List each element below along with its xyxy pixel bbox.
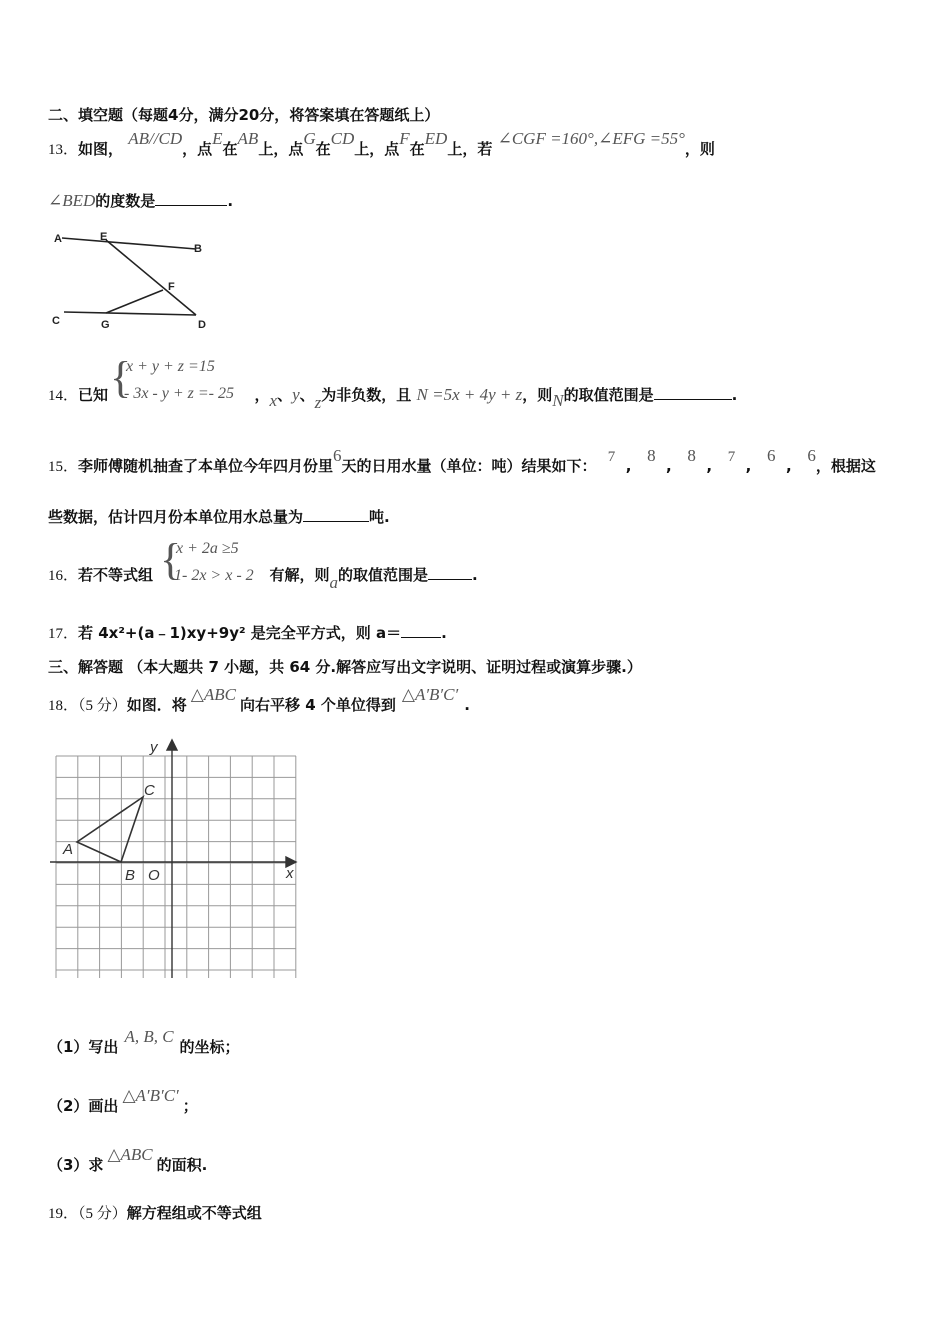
fig13-label-e: E bbox=[100, 231, 108, 243]
q14-text: ， bbox=[254, 386, 270, 404]
q13-math-bed: ∠BED bbox=[48, 191, 96, 210]
fig18-label-c: C bbox=[144, 782, 155, 799]
question-17 bbox=[48, 622, 447, 643]
fig18-label-x: x bbox=[286, 865, 294, 882]
q15-text: ，根据这 bbox=[815, 457, 876, 475]
q19-score: （5 分） bbox=[78, 1206, 127, 1222]
q14-text: ，则 bbox=[522, 386, 553, 404]
q14-text: . bbox=[731, 386, 738, 404]
q15-number: 15． bbox=[48, 459, 79, 475]
q18-p3-text: （3）求 bbox=[48, 1156, 104, 1174]
q18-part-2 bbox=[48, 1086, 198, 1116]
q16-eq2: 1- 2x > x - 2 bbox=[174, 567, 254, 584]
q17-text: 若 4x²+(a﹣1)xy+9y² 是完全平方式，则 a＝ bbox=[78, 624, 402, 642]
q13-text: 上，点 bbox=[354, 140, 400, 158]
fig13-label-b: B bbox=[194, 243, 202, 255]
fig13-label-a: A bbox=[54, 233, 62, 245]
q16-math-a: a bbox=[329, 573, 339, 592]
q13-math-e: E bbox=[212, 129, 223, 148]
q16-text: 有解，则 bbox=[269, 566, 330, 584]
q14-text: 为非负数，且 bbox=[321, 386, 412, 404]
q15-text: 李师傅随机抽查了本单位今年四月份里 bbox=[78, 457, 334, 475]
q14-eq2: - 3x - y + z =- 25 bbox=[124, 385, 235, 402]
q14-eq1: x + y + z =15 bbox=[126, 358, 215, 375]
q16-text: 的取值范围是 bbox=[338, 566, 429, 584]
q15-value: 6 bbox=[807, 446, 816, 465]
q14-text: 、 bbox=[299, 386, 315, 404]
q15-value: 8 bbox=[647, 446, 656, 465]
q18-score: （5 分） bbox=[78, 698, 127, 714]
q14-number: 14． bbox=[48, 388, 79, 404]
question-19 bbox=[48, 1202, 262, 1223]
q13-math-ed: ED bbox=[424, 129, 448, 148]
q16-text: 若不等式组 bbox=[78, 566, 154, 584]
q16-eq1: x + 2a ≥5 bbox=[176, 540, 239, 557]
section-2-title-text: 二、填空题（每题4分，满分20分，将答案填在答题纸上） bbox=[48, 106, 440, 124]
q18-text: 如图．将 bbox=[126, 696, 187, 714]
q15-text: 些数据，估计四月份本单位用水总量为 bbox=[48, 508, 304, 526]
q13-answer-blank[interactable] bbox=[155, 191, 227, 206]
q14-text: 的取值范围是 bbox=[563, 386, 654, 404]
q14-answer-blank[interactable] bbox=[654, 385, 732, 400]
q14-brace: { bbox=[110, 353, 132, 402]
q15-value: 6 bbox=[767, 446, 776, 465]
q18-part-1 bbox=[48, 1027, 240, 1057]
q17-answer-blank[interactable] bbox=[401, 623, 441, 638]
fig13-label-g: G bbox=[101, 319, 110, 331]
q18-p3-math: △ABC bbox=[107, 1145, 153, 1164]
q16-text: . bbox=[472, 566, 478, 584]
question-18 bbox=[48, 685, 470, 715]
q15-value: 8 bbox=[687, 446, 696, 465]
q18-math-abc: △ABC bbox=[190, 685, 236, 704]
fig18-label-o: O bbox=[148, 867, 160, 884]
q13-text: 如图， bbox=[78, 140, 124, 158]
triangle-abc bbox=[77, 797, 143, 862]
q14-math-n2: N bbox=[552, 391, 564, 410]
q18-p2-math: △A′B′C′ bbox=[122, 1086, 179, 1105]
q18-text: 向右平移 4 个单位得到 bbox=[239, 696, 396, 714]
figure-18-grid bbox=[48, 738, 306, 982]
q13-text: 在 bbox=[409, 140, 425, 158]
q18-p1-math: A, B, C bbox=[124, 1027, 174, 1046]
q13-text: 在 bbox=[222, 140, 238, 158]
fig18-label-a: A bbox=[63, 841, 74, 858]
fig18-label-b: B bbox=[125, 867, 136, 884]
q13-text: ，则 bbox=[684, 140, 715, 158]
question-16 bbox=[48, 564, 478, 592]
q14-math-y: y bbox=[292, 385, 300, 404]
q19-text: 解方程组或不等式组 bbox=[126, 1204, 262, 1222]
q18-p1-text: 的坐标； bbox=[179, 1038, 240, 1056]
figure-13 bbox=[48, 224, 218, 334]
q18-p2-text: ； bbox=[182, 1097, 198, 1115]
q16-number: 16． bbox=[48, 568, 79, 584]
q18-p1-text: （1）写出 bbox=[48, 1038, 119, 1056]
grid-lines bbox=[56, 756, 296, 978]
q19-number: 19． bbox=[48, 1206, 79, 1222]
q18-text: . bbox=[464, 696, 470, 714]
question-15: 15．李师傅随机抽查了本单位今年四月份里6天的日用水量（单位：吨）结果如下： 7 , 8 , 8 , 7 , 6 , 6，根据这 bbox=[48, 446, 876, 475]
question-15-line2 bbox=[48, 506, 390, 527]
q17-text: . bbox=[441, 624, 447, 642]
q13-math-f: F bbox=[399, 129, 410, 148]
q16-answer-blank[interactable] bbox=[428, 565, 472, 580]
q18-part-3 bbox=[48, 1145, 208, 1175]
q13-text: 上，若 bbox=[447, 140, 493, 158]
section-3-title-text: 三、解答题 （本大题共 7 小题，共 64 分.解答应写出文字说明、证明过程或演算步骤.） bbox=[48, 658, 642, 676]
q17-number: 17． bbox=[48, 626, 79, 642]
q13-number: 13． bbox=[48, 142, 79, 158]
q18-math-abc-prime: △A′B′C′ bbox=[401, 685, 459, 704]
q13-math-ab: AB bbox=[237, 129, 259, 148]
q13-text: 的度数是 bbox=[95, 192, 156, 210]
question-13 bbox=[48, 129, 715, 159]
fig13-label-f: F bbox=[168, 281, 175, 293]
section-3-title bbox=[48, 656, 642, 677]
q14-math-z: z bbox=[314, 393, 322, 412]
q13-math-parallel: AB//CD bbox=[128, 129, 183, 148]
q15-text: 吨. bbox=[369, 508, 390, 526]
q13-math-cd: CD bbox=[330, 129, 355, 148]
section-2-title bbox=[48, 104, 439, 125]
q15-value: 7 bbox=[607, 449, 616, 465]
q15-value: 7 bbox=[727, 449, 736, 465]
q14-math-x: x bbox=[269, 391, 278, 410]
q18-p2-text: （2）画出 bbox=[48, 1097, 119, 1115]
fig13-label-d: D bbox=[198, 319, 206, 331]
q16-brace: { bbox=[160, 535, 182, 584]
fig18-label-y: y bbox=[150, 739, 158, 756]
q14-text: 已知 bbox=[78, 386, 109, 404]
q15-answer-blank[interactable] bbox=[303, 507, 369, 522]
q13-math-g: G bbox=[303, 129, 316, 148]
question-14 bbox=[48, 384, 738, 412]
q13-math-condition: ∠CGF =160°,∠EFG =55° bbox=[497, 129, 685, 148]
fig13-label-c: C bbox=[52, 315, 60, 327]
q13-text: . bbox=[227, 192, 234, 210]
q15-text: 天的日用水量（单位：吨）结果如下： bbox=[341, 457, 597, 475]
q14-text: 、 bbox=[277, 386, 293, 404]
q18-number: 18． bbox=[48, 698, 79, 714]
q13-text: 上，点 bbox=[258, 140, 304, 158]
q13-text: 在 bbox=[315, 140, 331, 158]
q14-math-n: N =5x + 4y + z bbox=[416, 385, 523, 404]
q15-days: 6 bbox=[333, 446, 342, 465]
q13-text: ，点 bbox=[182, 140, 213, 158]
question-13-line2 bbox=[48, 190, 233, 211]
q18-p3-text: 的面积. bbox=[156, 1156, 208, 1174]
